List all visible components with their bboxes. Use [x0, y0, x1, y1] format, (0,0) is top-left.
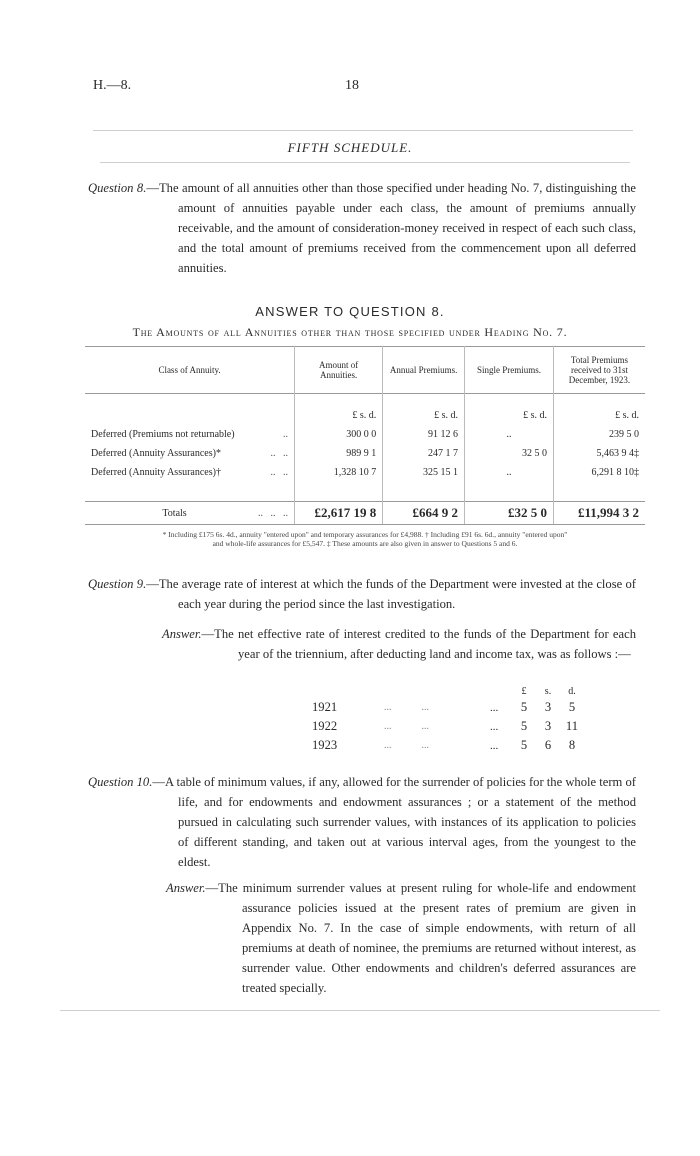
question-8-text: —The amount of all annuities other than those specified under heading No. 7, distinguishing the amount of annuities payable under each class, the amount of premiums annually receivable, and the amount of consideration-money received in respect of each such class, and the total amount of premiums received from the commencement upon all deferred annuities. — [146, 181, 636, 275]
row-annual: 247 1 7 — [383, 444, 465, 463]
row-amount: 989 9 1 — [295, 444, 383, 463]
totals-label: Totals — [162, 507, 187, 519]
unit-pence: d. — [568, 685, 576, 697]
row-single: .. — [465, 463, 554, 482]
schedule-title: FIFTH SCHEDULE. — [287, 140, 413, 155]
totals-row: Totals .. .. .. £2,617 19 8 £664 9 2 £32 5 0 £11,994 3 2 — [85, 502, 645, 525]
rate-shillings: 3 — [544, 719, 552, 733]
question-8-label: Question 8. — [88, 181, 147, 195]
rate-year: 1923 — [312, 738, 338, 752]
table-row: 1922 ... ... ... 5 3 11 — [312, 717, 584, 736]
totals-amount: £2,617 19 8 — [295, 502, 383, 525]
question-9-text: —The average rate of interest at which the funds of the Department were invested at the close of each year during the period since the last investigation. — [146, 577, 636, 611]
answer-10-label: Answer. — [166, 881, 206, 895]
units-row — [85, 394, 645, 426]
question-8 — [88, 178, 636, 278]
table-row: Deferred (Premiums not returnable) .. 300 0 0 91 12 6 .. 239 5 0 — [85, 425, 645, 444]
question-10 — [88, 772, 636, 872]
totals-single: £32 5 0 — [465, 502, 554, 525]
bottom-rule — [60, 1010, 660, 1011]
rate-pounds: 5 — [520, 738, 528, 752]
table-footnotes — [85, 530, 645, 548]
totals-total: £11,994 3 2 — [553, 502, 645, 525]
rate-year: 1922 — [312, 719, 338, 733]
row-total: 6,291 8 10‡ — [553, 463, 645, 482]
row-total: 239 5 0 — [553, 425, 645, 444]
rate-pence: 11 — [565, 719, 579, 733]
question-10-label: Question 10. — [88, 775, 153, 789]
answer-9-label: Answer. — [162, 627, 202, 641]
interest-rate-table — [312, 684, 584, 755]
table-row: 1921 ... ... ... 5 3 5 — [312, 698, 584, 717]
rate-pounds: 5 — [520, 719, 528, 733]
title-rule — [100, 162, 630, 163]
footnote-line: * Including £175 6s. 4d., annuity "entered upon" and temporary assurances for £4,988. † Including £91 6s. 6d., annuity "entered upon" — [162, 530, 568, 539]
unit-shilling: s. — [544, 685, 552, 697]
rate-pounds: 5 — [520, 700, 528, 714]
document-code: H.—8. — [93, 78, 132, 93]
annuity-table-title: The Amounts of all Annuities other than those specified under Heading No. 7. — [132, 325, 568, 339]
unit-label: £ s. d. — [383, 394, 465, 426]
question-9-label: Question 9. — [88, 577, 147, 591]
table-header-row — [85, 347, 645, 394]
answer-9 — [162, 624, 636, 664]
header-amount: Amount of Annuities. — [295, 347, 383, 394]
unit-label: £ s. d. — [295, 394, 383, 426]
table-row: Deferred (Annuity Assurances)* .. .. 989 9 1 247 1 7 32 5 0 5,463 9 4‡ — [85, 444, 645, 463]
header-annual: Annual Premiums. — [383, 347, 465, 394]
annuity-table — [85, 346, 645, 525]
rate-pence: 8 — [568, 738, 576, 752]
row-amount: 300 0 0 — [295, 425, 383, 444]
header-total: Total Premiums received to 31st December, 1923. — [553, 347, 645, 394]
page-number: 18 — [345, 78, 359, 93]
header-single: Single Premiums. — [465, 347, 554, 394]
row-class: Deferred (Annuity Assurances)* — [91, 448, 221, 459]
answer-10-text: —The minimum surrender values at present ruling for whole-life and endowment assurance policies issued at the present rates of premium are given in Appendix No. 7. In the case of simple endowments, with return of all premiums at death of nominee, the premiums are returned without interest, as surrender value. Other endowments and children's deferred assurances are treated specially. — [205, 881, 636, 995]
question-10-text: —A table of minimum values, if any, allowed for the surrender of policies for the whole term of life, and for endowments and endowment assurances ; or a statement of the method pursued in calculating such surrender values, with instances of its application to policies of different standing, and taken out at various interval ages, from the youngest to the eldest. — [152, 775, 636, 869]
rate-pence: 5 — [568, 700, 576, 714]
rate-shillings: 3 — [544, 700, 552, 714]
unit-label: £ s. d. — [465, 394, 554, 426]
totals-annual: £664 9 2 — [383, 502, 465, 525]
row-class: Deferred (Premiums not returnable) — [91, 429, 235, 440]
answer-9-text: —The net effective rate of interest credited to the funds of the Department for each year of the triennium, after deducting land and income tax, was as follows :— — [201, 627, 636, 661]
header-class: Class of Annuity. — [158, 365, 221, 375]
top-rule — [93, 130, 633, 131]
table-row: 1923 ... ... ... 5 6 8 — [312, 736, 584, 755]
row-single: 32 5 0 — [465, 444, 554, 463]
rate-shillings: 6 — [544, 738, 552, 752]
row-annual: 325 15 1 — [383, 463, 465, 482]
question-9 — [88, 574, 636, 614]
row-annual: 91 12 6 — [383, 425, 465, 444]
answer-10 — [166, 878, 636, 998]
row-single: .. — [465, 425, 554, 444]
row-class: Deferred (Annuity Assurances)† — [91, 467, 221, 478]
row-total: 5,463 9 4‡ — [553, 444, 645, 463]
row-amount: 1,328 10 7 — [295, 463, 383, 482]
unit-pound: £ — [521, 685, 527, 697]
table-row: Deferred (Annuity Assurances)† .. .. 1,328 10 7 325 15 1 .. 6,291 8 10‡ — [85, 463, 645, 482]
units-row — [312, 684, 584, 698]
answer-8-title: ANSWER TO QUESTION 8. — [255, 304, 445, 319]
unit-label: £ s. d. — [553, 394, 645, 426]
footnote-line: and whole-life assurances for £5,547. ‡ These amounts are also given in answer to Questions 5 and 6. — [212, 539, 518, 548]
rate-year: 1921 — [312, 700, 338, 714]
